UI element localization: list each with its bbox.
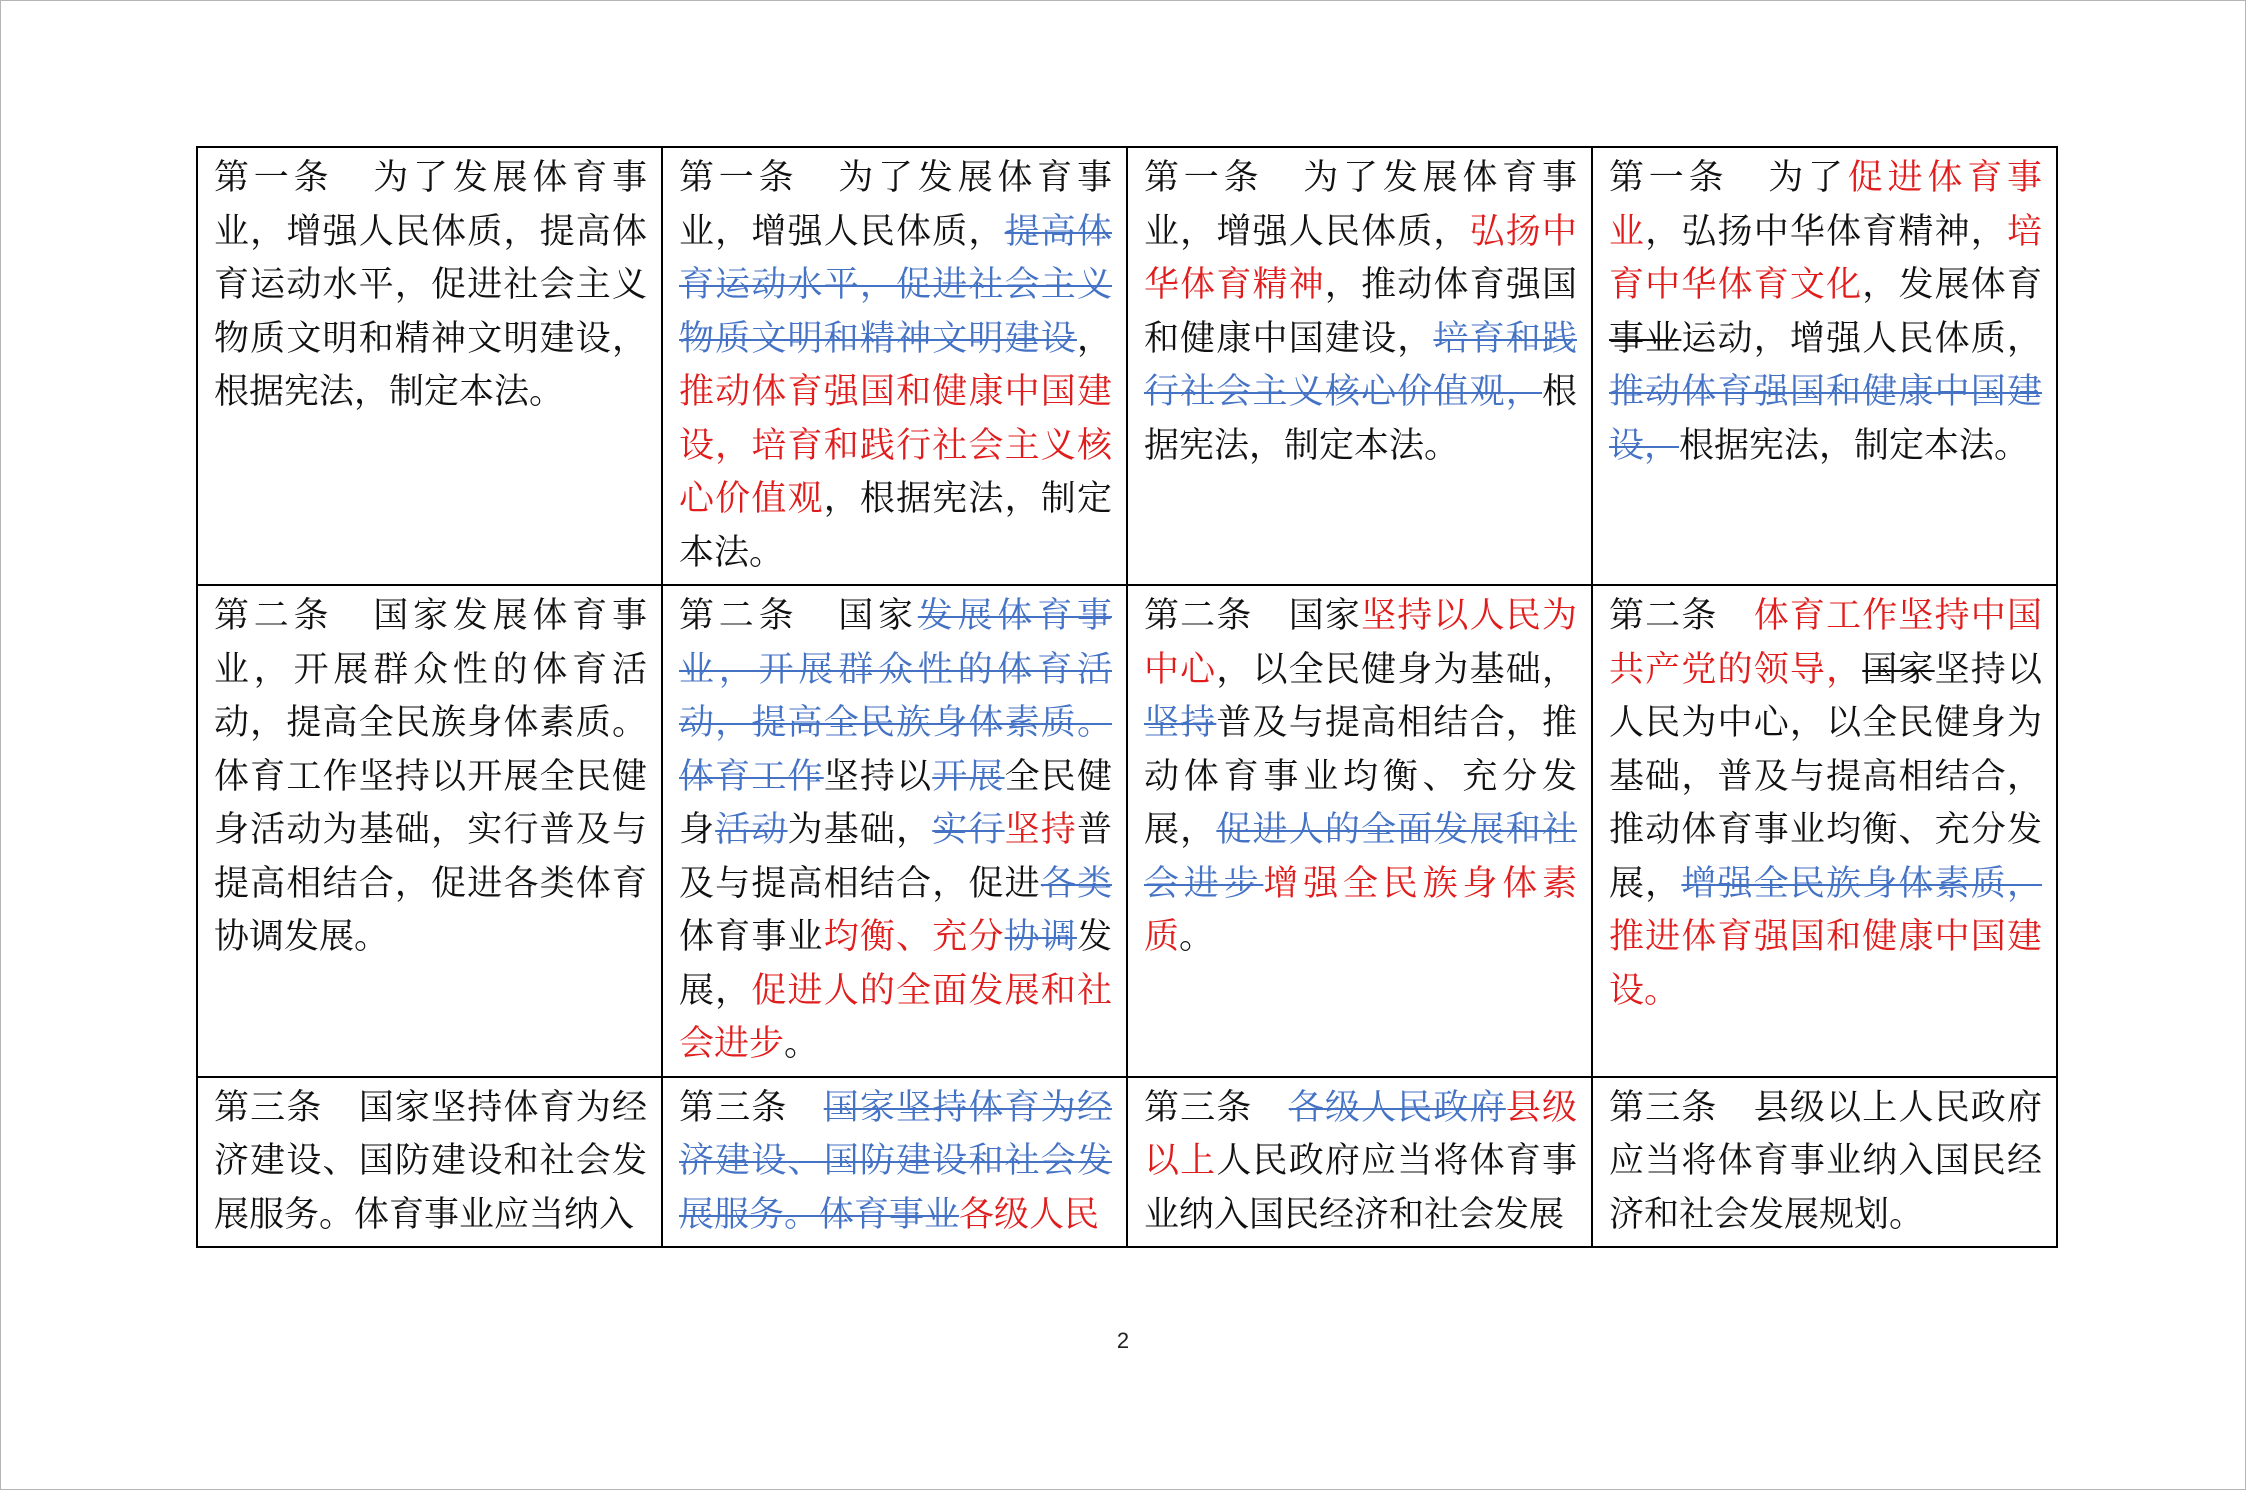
article-3-row bbox=[197, 1077, 2057, 1248]
text-segment: 根据宪法，制定本法。 bbox=[1144, 372, 1577, 466]
text-segment: 第三条 国家坚持体育为经济建设、国防建设和社会发展服务。体育事业应当纳入 bbox=[214, 1087, 647, 1235]
text-segment: ，推动体育强国和健康中国建设， bbox=[1144, 265, 1577, 359]
text-segment: 第三条 县级以上人民政府应当将体育事业纳入国民经济和社会发展规划。 bbox=[1609, 1087, 2042, 1235]
deleted-text-segment: 培育和践行社会主义核心价值观， bbox=[1144, 318, 1577, 412]
deleted-text-segment: 增强全民族身体素质， bbox=[1681, 863, 2042, 904]
text-segment: 人民政府应当将体育事业纳入国民经济和社会发展 bbox=[1144, 1141, 1577, 1235]
inserted-text-segment: 弘扬中华体育精神 bbox=[1144, 211, 1577, 305]
text-segment: 普及与提高相结合，推动体育事业均衡、充分发展， bbox=[1144, 703, 1577, 850]
text-segment: ，以全民健身为基础， bbox=[1216, 649, 1577, 690]
inserted-text-segment: 各级人民 bbox=[959, 1194, 1100, 1235]
deleted-text-segment: 提高体育运动水平，促进社会主义物质文明和精神文明建设 bbox=[679, 211, 1112, 359]
text-segment: 第一条 为了发展体育事业，增强人民体质，提高体育运动水平，促进社会主义物质文明和精神文明建设，根据宪法，制定本法。 bbox=[214, 158, 647, 412]
deleted-text-segment: 实行 bbox=[932, 810, 1005, 850]
comparison-table bbox=[196, 146, 2058, 1248]
article-3-draft-2-cell bbox=[1127, 1077, 1592, 1248]
article-2-draft-2-cell bbox=[1127, 585, 1592, 1077]
article-3-original-cell bbox=[197, 1077, 662, 1248]
deleted-text-segment: 发展体育事业，开展群众性的体育活动，提高全民族身体素质。体育工作 bbox=[679, 596, 1112, 797]
text-segment: 第二条 国家发展体育事业，开展群众性的体育活动，提高全民族身体素质。体育工作坚持以开展全民健身活动为基础，实行普及与提高相结合，促进各类体育协调发展。 bbox=[214, 596, 647, 957]
deleted-text-segment: 各级人民政府 bbox=[1288, 1087, 1506, 1128]
deleted-text-segment: 促进人的全面发展和社会进步 bbox=[1144, 810, 1577, 904]
text-segment: 第三条 bbox=[1144, 1087, 1289, 1128]
text-segment: 体育事业 bbox=[679, 917, 824, 957]
deleted-text-segment: 开展 bbox=[932, 756, 1005, 797]
article-1-row bbox=[197, 147, 2057, 585]
page-number: 2 bbox=[1116, 1328, 1130, 1353]
text-segment: 为基础， bbox=[787, 810, 933, 850]
text-segment: ， bbox=[1076, 318, 1112, 359]
text-segment: 坚持以 bbox=[823, 756, 933, 797]
deleted-text-segment: 推动体育强国和健康中国建设， bbox=[1609, 372, 2042, 466]
text-segment: 第一条 为了发展体育事业，增强人民体质， bbox=[679, 158, 1112, 252]
text-segment: ，发展体育 bbox=[1862, 265, 2042, 305]
article-1-draft-2-cell bbox=[1127, 147, 1592, 585]
text-segment: 普及与提高相结合，促进 bbox=[679, 810, 1112, 904]
inserted-text-segment: 坚持 bbox=[1004, 810, 1077, 850]
text-segment: 第三条 bbox=[679, 1087, 824, 1128]
inserted-text-segment: 体育工作坚持中国共产党的领导， bbox=[1609, 596, 2042, 690]
deleted-text-segment: 事业 bbox=[1609, 318, 1682, 359]
inserted-text-segment: 县级以上 bbox=[1144, 1087, 1577, 1181]
article-2-original-cell bbox=[197, 585, 662, 1077]
inserted-text-segment: 推动体育强国和健康中国建设，培育和践行社会主义核心价值观 bbox=[679, 372, 1112, 519]
text-segment: 运动，增强人民体质， bbox=[1681, 318, 2042, 359]
article-3-draft-1-cell bbox=[662, 1077, 1127, 1248]
text-segment: 第二条 bbox=[1609, 596, 1754, 636]
inserted-text-segment: 坚持以人民为中心 bbox=[1144, 596, 1577, 690]
inserted-text-segment: 均衡、充分 bbox=[823, 917, 1005, 957]
deleted-text-segment: 各类 bbox=[1040, 863, 1112, 904]
article-1-original-cell bbox=[197, 147, 662, 585]
text-segment: 坚持以人民为中心，以全民健身为基础，普及与提高相结合，推动体育事业均衡、充分发展， bbox=[1609, 649, 2042, 904]
text-segment: 第一条 为了 bbox=[1609, 158, 1848, 198]
text-segment: ，弘扬中华体育精神， bbox=[1645, 211, 2007, 252]
text-segment: 根据宪法，制定本法。 bbox=[1679, 425, 2030, 466]
text-segment: 第一条 为了发展体育事业，增强人民体质， bbox=[1144, 158, 1577, 252]
deleted-text-segment: 协调 bbox=[1004, 917, 1077, 957]
article-2-row bbox=[197, 585, 2057, 1077]
text-segment: 全民健身 bbox=[679, 756, 1112, 850]
article-3-final-cell bbox=[1592, 1077, 2057, 1248]
text-segment: 发展， bbox=[679, 917, 1112, 1011]
text-segment: 。 bbox=[1179, 917, 1215, 957]
deleted-text-segment: 国家坚持体育为经济建设、国防建设和社会发展服务。体育事业 bbox=[679, 1087, 1112, 1235]
deleted-text-segment: 坚持 bbox=[1144, 703, 1217, 743]
inserted-text-segment: 培育中华体育文化 bbox=[1609, 211, 2042, 305]
article-2-final-cell bbox=[1592, 585, 2057, 1077]
text-segment: 第二条 国家 bbox=[679, 596, 918, 636]
text-segment: ，根据宪法，制定本法。 bbox=[679, 479, 1112, 573]
article-1-draft-1-cell bbox=[662, 147, 1127, 585]
article-1-final-cell bbox=[1592, 147, 2057, 585]
inserted-text-segment: 促进体育事业 bbox=[1609, 158, 2042, 252]
text-segment: 第二条 国家 bbox=[1144, 596, 1362, 636]
deleted-text-segment: 活动 bbox=[715, 810, 788, 850]
inserted-text-segment: 增强全民族身体素质 bbox=[1144, 863, 1577, 957]
deleted-text-segment: 国家 bbox=[1862, 649, 1935, 690]
article-2-draft-1-cell bbox=[662, 585, 1127, 1077]
text-segment: 。 bbox=[784, 1024, 820, 1064]
inserted-text-segment: 促进人的全面发展和社会进步 bbox=[679, 970, 1112, 1064]
inserted-text-segment: 推进体育强国和健康中国建设。 bbox=[1609, 917, 2042, 1011]
